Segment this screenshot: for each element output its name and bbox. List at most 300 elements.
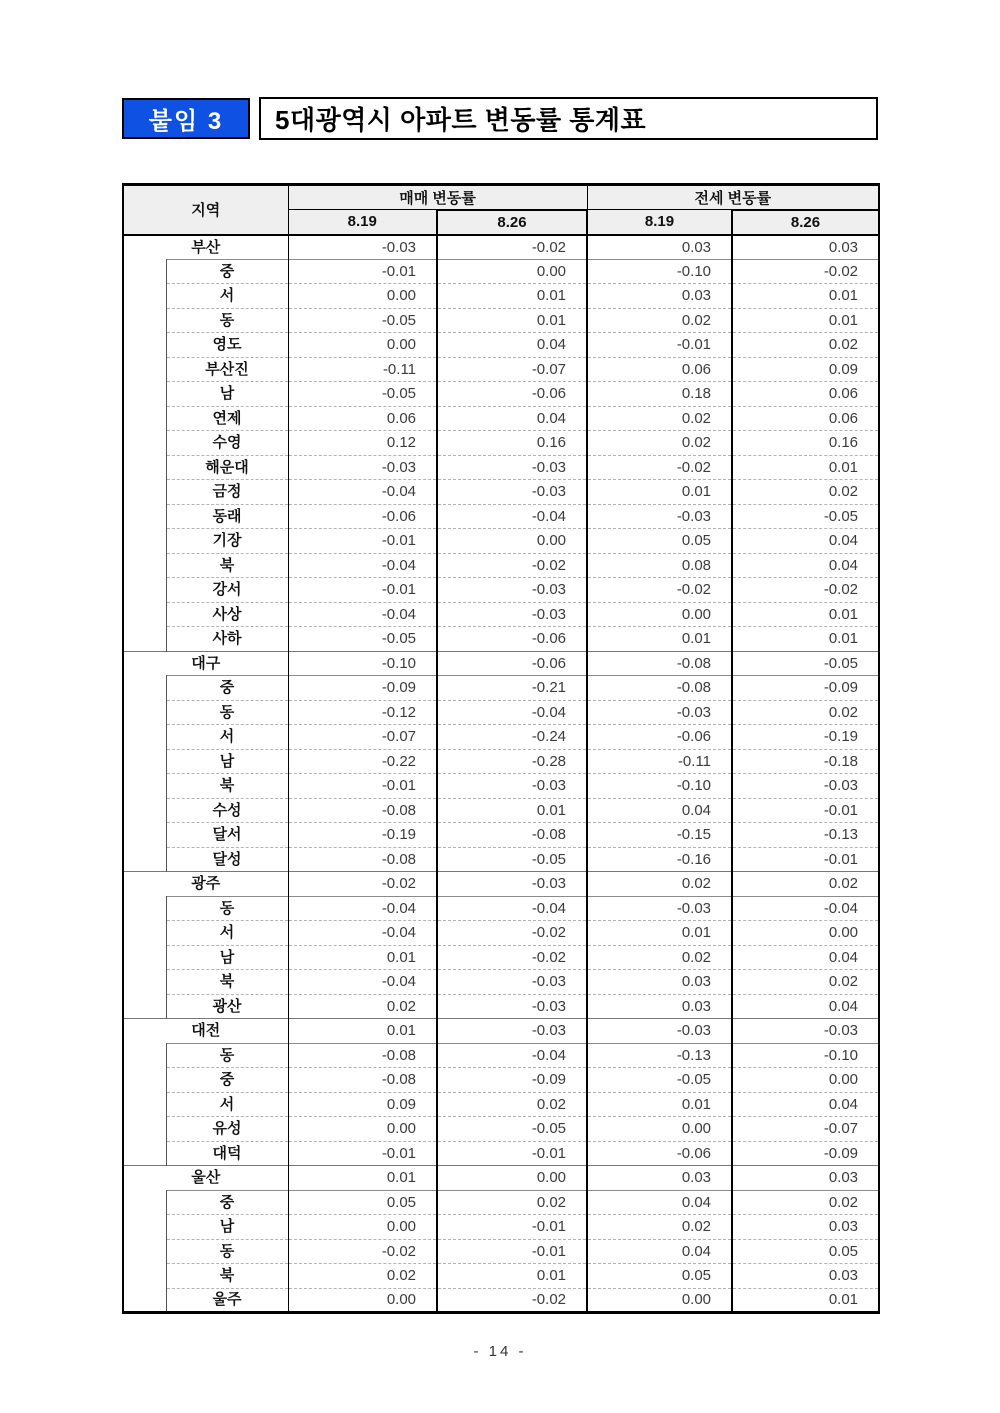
table-row-district [123, 1215, 879, 1240]
district-name-cell: 서 [166, 1092, 288, 1117]
value-cell: 0.02 [587, 308, 732, 333]
value-cell: 0.12 [288, 431, 437, 456]
value-cell: -0.03 [437, 1019, 587, 1044]
value-cell: -0.03 [437, 480, 587, 505]
indent-cell [123, 504, 166, 529]
value-cell: -0.09 [732, 1141, 879, 1166]
value-cell: 0.04 [732, 529, 879, 554]
value-cell: 0.01 [288, 1019, 437, 1044]
city-name-cell: 부산 [123, 235, 288, 260]
value-cell: -0.03 [437, 872, 587, 897]
district-name-cell: 부산진 [166, 357, 288, 382]
table-row-city [123, 1019, 879, 1044]
table-row-district [123, 529, 879, 554]
value-cell: 0.00 [437, 1166, 587, 1191]
indent-cell [123, 1215, 166, 1240]
value-cell: -0.01 [288, 529, 437, 554]
table-row-district [123, 847, 879, 872]
value-cell: -0.02 [587, 578, 732, 603]
value-cell: -0.03 [437, 774, 587, 799]
value-cell: -0.09 [437, 1068, 587, 1093]
table-row-district [123, 553, 879, 578]
indent-cell [123, 798, 166, 823]
value-cell: -0.08 [288, 1043, 437, 1068]
value-cell: -0.08 [288, 847, 437, 872]
value-cell: 0.04 [732, 945, 879, 970]
value-cell: -0.02 [437, 553, 587, 578]
value-cell: 0.02 [288, 1264, 437, 1289]
indent-cell [123, 602, 166, 627]
value-cell: -0.02 [587, 455, 732, 480]
indent-cell [123, 333, 166, 358]
district-name-cell: 남 [166, 749, 288, 774]
value-cell: 0.03 [587, 970, 732, 995]
value-cell: -0.04 [288, 480, 437, 505]
district-name-cell: 사상 [166, 602, 288, 627]
value-cell: 0.00 [587, 1288, 732, 1313]
table-row-district [123, 1264, 879, 1289]
header-jeonse-date-1: 8.19 [587, 210, 732, 235]
value-cell: 0.04 [732, 553, 879, 578]
indent-cell [123, 578, 166, 603]
value-cell: 0.01 [732, 1288, 879, 1313]
value-cell: 0.01 [732, 627, 879, 652]
value-cell: 0.06 [732, 382, 879, 407]
indent-cell [123, 823, 166, 848]
district-name-cell: 연제 [166, 406, 288, 431]
indent-cell [123, 1288, 166, 1313]
value-cell: 0.00 [288, 1117, 437, 1142]
value-cell: -0.05 [288, 382, 437, 407]
value-cell: 0.03 [732, 1166, 879, 1191]
table-row-district [123, 308, 879, 333]
value-cell: -0.01 [437, 1239, 587, 1264]
district-name-cell: 동 [166, 700, 288, 725]
district-name-cell: 북 [166, 553, 288, 578]
value-cell: 0.02 [437, 1190, 587, 1215]
value-cell: 0.04 [437, 406, 587, 431]
indent-cell [123, 480, 166, 505]
value-cell: 0.00 [437, 259, 587, 284]
district-name-cell: 강서 [166, 578, 288, 603]
value-cell: 0.02 [732, 333, 879, 358]
table-row-district [123, 970, 879, 995]
indent-cell [123, 1190, 166, 1215]
indent-cell [123, 847, 166, 872]
district-name-cell: 남 [166, 1215, 288, 1240]
header-sale-group: 매매 변동률 [288, 185, 587, 210]
indent-cell [123, 627, 166, 652]
value-cell: -0.04 [437, 896, 587, 921]
value-cell: 0.05 [587, 529, 732, 554]
value-cell: -0.05 [732, 504, 879, 529]
indent-cell [123, 1068, 166, 1093]
indent-cell [123, 1092, 166, 1117]
table-row-district [123, 602, 879, 627]
value-cell: -0.06 [587, 725, 732, 750]
table-row-district [123, 676, 879, 701]
value-cell: 0.02 [732, 1190, 879, 1215]
table-row-district [123, 1117, 879, 1142]
value-cell: -0.05 [437, 1117, 587, 1142]
indent-cell [123, 749, 166, 774]
value-cell: 0.02 [587, 431, 732, 456]
table-row-district [123, 1043, 879, 1068]
value-cell: -0.01 [732, 847, 879, 872]
table-row-city [123, 235, 879, 260]
table-row-city [123, 1166, 879, 1191]
value-cell: -0.13 [587, 1043, 732, 1068]
value-cell: -0.03 [437, 578, 587, 603]
district-name-cell: 금정 [166, 480, 288, 505]
value-cell: -0.10 [732, 1043, 879, 1068]
value-cell: 0.02 [587, 872, 732, 897]
district-name-cell: 달서 [166, 823, 288, 848]
value-cell: 0.09 [288, 1092, 437, 1117]
value-cell: -0.13 [732, 823, 879, 848]
value-cell: 0.01 [437, 284, 587, 309]
value-cell: -0.01 [288, 774, 437, 799]
value-cell: 0.02 [587, 1215, 732, 1240]
value-cell: 0.00 [288, 1215, 437, 1240]
value-cell: 0.04 [732, 994, 879, 1019]
value-cell: -0.22 [288, 749, 437, 774]
value-cell: 0.00 [732, 1068, 879, 1093]
heading-row [122, 97, 878, 140]
statistics-table [122, 183, 880, 1314]
value-cell: -0.02 [437, 921, 587, 946]
district-name-cell: 동래 [166, 504, 288, 529]
district-name-cell: 수성 [166, 798, 288, 823]
header-sale-date-2: 8.26 [437, 210, 587, 235]
value-cell: 0.03 [732, 235, 879, 260]
indent-cell [123, 970, 166, 995]
indent-cell [123, 921, 166, 946]
value-cell: 0.00 [288, 333, 437, 358]
table-row-district [123, 1239, 879, 1264]
indent-cell [123, 529, 166, 554]
value-cell: -0.04 [437, 504, 587, 529]
value-cell: -0.05 [288, 627, 437, 652]
value-cell: -0.05 [732, 651, 879, 676]
value-cell: 0.00 [437, 529, 587, 554]
value-cell: -0.04 [288, 602, 437, 627]
district-name-cell: 남 [166, 382, 288, 407]
value-cell: 0.09 [732, 357, 879, 382]
district-name-cell: 달성 [166, 847, 288, 872]
indent-cell [123, 308, 166, 333]
value-cell: -0.04 [288, 553, 437, 578]
indent-cell [123, 357, 166, 382]
value-cell: 0.01 [732, 602, 879, 627]
district-name-cell: 동 [166, 308, 288, 333]
value-cell: 0.01 [587, 921, 732, 946]
value-cell: -0.03 [587, 504, 732, 529]
indent-cell [123, 382, 166, 407]
value-cell: 0.02 [587, 406, 732, 431]
value-cell: -0.05 [288, 308, 437, 333]
value-cell: -0.08 [288, 798, 437, 823]
table-row-district [123, 1092, 879, 1117]
district-name-cell: 유성 [166, 1117, 288, 1142]
value-cell: -0.03 [587, 1019, 732, 1044]
district-name-cell: 영도 [166, 333, 288, 358]
value-cell: 0.00 [587, 602, 732, 627]
value-cell: -0.02 [437, 945, 587, 970]
table-header [123, 185, 879, 235]
district-name-cell: 수영 [166, 431, 288, 456]
district-name-cell: 중 [166, 676, 288, 701]
district-name-cell: 동 [166, 896, 288, 921]
value-cell: -0.08 [587, 676, 732, 701]
value-cell: -0.01 [732, 798, 879, 823]
value-cell: -0.11 [288, 357, 437, 382]
value-cell: -0.10 [587, 259, 732, 284]
table-row-city [123, 872, 879, 897]
indent-cell [123, 284, 166, 309]
value-cell: -0.03 [437, 455, 587, 480]
value-cell: -0.03 [732, 1019, 879, 1044]
value-cell: -0.03 [437, 602, 587, 627]
value-cell: -0.01 [288, 578, 437, 603]
value-cell: -0.01 [437, 1215, 587, 1240]
value-cell: -0.02 [288, 872, 437, 897]
table-row-district [123, 1288, 879, 1313]
value-cell: 0.02 [732, 970, 879, 995]
table-row-district [123, 1068, 879, 1093]
district-name-cell: 동 [166, 1043, 288, 1068]
value-cell: -0.03 [587, 700, 732, 725]
table-row-district [123, 896, 879, 921]
value-cell: -0.24 [437, 725, 587, 750]
district-name-cell: 울주 [166, 1288, 288, 1313]
indent-cell [123, 1117, 166, 1142]
value-cell: 0.04 [732, 1092, 879, 1117]
value-cell: 0.01 [288, 1166, 437, 1191]
value-cell: 0.00 [732, 921, 879, 946]
table-row-district [123, 774, 879, 799]
indent-cell [123, 1264, 166, 1289]
value-cell: -0.10 [288, 651, 437, 676]
header-jeonse-group: 전세 변동률 [587, 185, 879, 210]
indent-cell [123, 725, 166, 750]
value-cell: 0.04 [587, 1239, 732, 1264]
value-cell: 0.08 [587, 553, 732, 578]
value-cell: 0.02 [732, 480, 879, 505]
page-number: - 14 - [473, 1343, 527, 1360]
value-cell: -0.04 [288, 970, 437, 995]
value-cell: 0.02 [732, 700, 879, 725]
value-cell: 0.01 [437, 308, 587, 333]
table-row-district [123, 480, 879, 505]
value-cell: 0.06 [732, 406, 879, 431]
table-row-district [123, 725, 879, 750]
header-sale-date-1: 8.19 [288, 210, 437, 235]
value-cell: 0.16 [437, 431, 587, 456]
value-cell: 0.01 [288, 945, 437, 970]
value-cell: 0.01 [732, 308, 879, 333]
table-row-district [123, 382, 879, 407]
indent-cell [123, 774, 166, 799]
value-cell: -0.19 [288, 823, 437, 848]
city-name-cell: 대전 [123, 1019, 288, 1044]
value-cell: -0.21 [437, 676, 587, 701]
district-name-cell: 서 [166, 284, 288, 309]
value-cell: -0.06 [587, 1141, 732, 1166]
value-cell: -0.04 [288, 896, 437, 921]
district-name-cell: 중 [166, 1068, 288, 1093]
table-row-district [123, 823, 879, 848]
value-cell: 0.01 [437, 798, 587, 823]
table-row-district [123, 1190, 879, 1215]
table-body [123, 235, 879, 1313]
value-cell: -0.02 [732, 259, 879, 284]
value-cell: 0.03 [587, 994, 732, 1019]
value-cell: -0.06 [437, 382, 587, 407]
value-cell: 0.02 [437, 1092, 587, 1117]
indent-cell [123, 259, 166, 284]
district-name-cell: 중 [166, 259, 288, 284]
indent-cell [123, 431, 166, 456]
value-cell: -0.02 [437, 235, 587, 260]
page-title: 5대광역시 아파트 변동률 통계표 [259, 97, 878, 140]
value-cell: 0.00 [288, 1288, 437, 1313]
value-cell: 0.01 [732, 284, 879, 309]
district-name-cell: 광산 [166, 994, 288, 1019]
value-cell: -0.05 [587, 1068, 732, 1093]
value-cell: 0.06 [587, 357, 732, 382]
indent-cell [123, 994, 166, 1019]
value-cell: 0.04 [437, 333, 587, 358]
value-cell: -0.07 [437, 357, 587, 382]
value-cell: -0.11 [587, 749, 732, 774]
value-cell: -0.02 [437, 1288, 587, 1313]
value-cell: -0.04 [437, 1043, 587, 1068]
table-row-district [123, 504, 879, 529]
value-cell: 0.01 [732, 455, 879, 480]
district-name-cell: 서 [166, 921, 288, 946]
district-name-cell: 북 [166, 1264, 288, 1289]
city-name-cell: 대구 [123, 651, 288, 676]
district-name-cell: 서 [166, 725, 288, 750]
table-row-district [123, 627, 879, 652]
value-cell: 0.18 [587, 382, 732, 407]
district-name-cell: 남 [166, 945, 288, 970]
value-cell: 0.00 [288, 284, 437, 309]
district-name-cell: 해운대 [166, 455, 288, 480]
district-name-cell: 북 [166, 970, 288, 995]
value-cell: 0.05 [587, 1264, 732, 1289]
indent-cell [123, 553, 166, 578]
table-row-district [123, 798, 879, 823]
value-cell: -0.09 [288, 676, 437, 701]
value-cell: -0.07 [288, 725, 437, 750]
value-cell: -0.16 [587, 847, 732, 872]
header-region: 지역 [123, 185, 288, 235]
district-name-cell: 중 [166, 1190, 288, 1215]
value-cell: -0.19 [732, 725, 879, 750]
table-row-district [123, 1141, 879, 1166]
value-cell: -0.06 [437, 651, 587, 676]
table-row-district [123, 333, 879, 358]
indent-cell [123, 1141, 166, 1166]
value-cell: 0.03 [732, 1215, 879, 1240]
value-cell: -0.03 [587, 896, 732, 921]
value-cell: -0.08 [587, 651, 732, 676]
table-row-district [123, 259, 879, 284]
value-cell: -0.01 [288, 259, 437, 284]
table-row-city [123, 651, 879, 676]
indent-cell [123, 1043, 166, 1068]
value-cell: -0.01 [587, 333, 732, 358]
value-cell: -0.08 [437, 823, 587, 848]
value-cell: 0.00 [587, 1117, 732, 1142]
indent-cell [123, 700, 166, 725]
value-cell: 0.02 [732, 872, 879, 897]
value-cell: 0.03 [732, 1264, 879, 1289]
value-cell: 0.04 [587, 1190, 732, 1215]
table-row-district [123, 284, 879, 309]
value-cell: -0.03 [437, 994, 587, 1019]
value-cell: -0.03 [732, 774, 879, 799]
value-cell: 0.05 [732, 1239, 879, 1264]
table-row-district [123, 945, 879, 970]
value-cell: -0.15 [587, 823, 732, 848]
table-row-district [123, 455, 879, 480]
city-name-cell: 광주 [123, 872, 288, 897]
value-cell: -0.05 [437, 847, 587, 872]
indent-cell [123, 896, 166, 921]
table-row-district [123, 406, 879, 431]
value-cell: 0.03 [587, 235, 732, 260]
value-cell: 0.02 [288, 994, 437, 1019]
district-name-cell: 동 [166, 1239, 288, 1264]
indent-cell [123, 1239, 166, 1264]
value-cell: 0.01 [437, 1264, 587, 1289]
value-cell: -0.04 [732, 896, 879, 921]
value-cell: -0.12 [288, 700, 437, 725]
value-cell: -0.01 [288, 1141, 437, 1166]
value-cell: 0.03 [587, 1166, 732, 1191]
table-row-district [123, 700, 879, 725]
indent-cell [123, 455, 166, 480]
attachment-badge: 붙임 3 [122, 98, 250, 139]
value-cell: -0.03 [437, 970, 587, 995]
value-cell: -0.08 [288, 1068, 437, 1093]
table-row-district [123, 578, 879, 603]
city-name-cell: 울산 [123, 1166, 288, 1191]
value-cell: 0.04 [587, 798, 732, 823]
district-name-cell: 북 [166, 774, 288, 799]
value-cell: -0.02 [288, 1239, 437, 1264]
district-name-cell: 사하 [166, 627, 288, 652]
table-row-district [123, 431, 879, 456]
table-row-district [123, 749, 879, 774]
value-cell: -0.06 [288, 504, 437, 529]
value-cell: 0.01 [587, 627, 732, 652]
value-cell: 0.01 [587, 1092, 732, 1117]
value-cell: 0.03 [587, 284, 732, 309]
value-cell: 0.01 [587, 480, 732, 505]
header-jeonse-date-2: 8.26 [732, 210, 879, 235]
value-cell: 0.16 [732, 431, 879, 456]
district-name-cell: 대덕 [166, 1141, 288, 1166]
value-cell: 0.02 [587, 945, 732, 970]
table-row-district [123, 921, 879, 946]
value-cell: -0.07 [732, 1117, 879, 1142]
value-cell: -0.28 [437, 749, 587, 774]
header-group-row [123, 185, 879, 210]
